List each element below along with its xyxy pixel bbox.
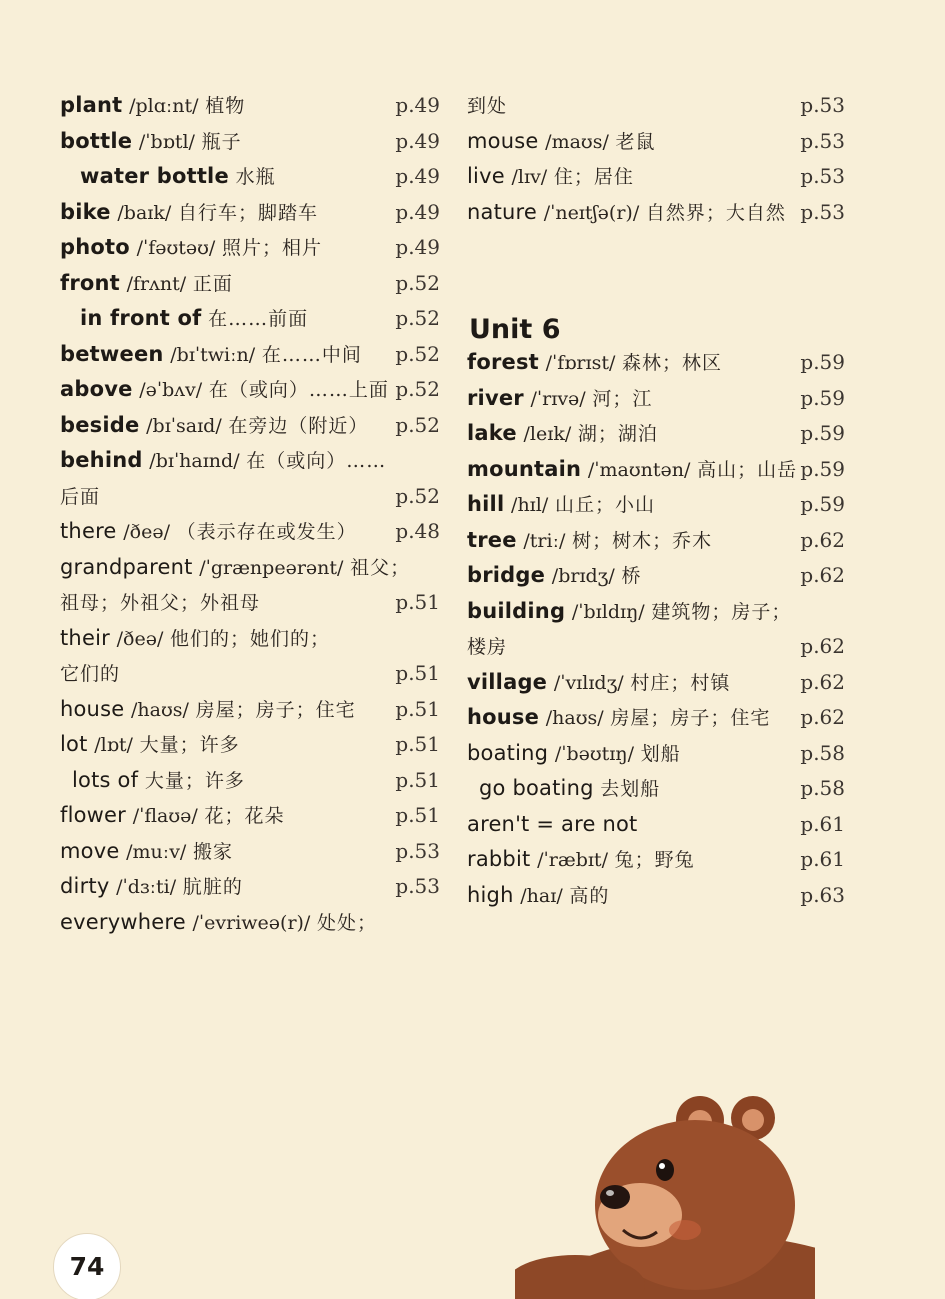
entry-meaning: 住；居住: [553, 166, 634, 188]
entry-word: dirty: [60, 874, 110, 898]
entry-pronunciation: /ˈvɪlɪdʒ/: [553, 671, 624, 694]
entry-meaning: 树；树木；乔木: [572, 529, 713, 552]
page-number: 74: [69, 1252, 105, 1281]
vocab-entry: [60, 905, 440, 941]
entry-text: [467, 159, 634, 196]
unit-heading: [467, 301, 845, 345]
entry-page-ref: p.51: [395, 696, 440, 721]
vocab-entry: [467, 452, 845, 488]
entry-pronunciation: /baɪk/: [117, 201, 172, 224]
entry-pronunciation: /bɪˈtwiːn/: [170, 343, 256, 366]
entry-pronunciation: /ˈrɪvə/: [530, 387, 586, 410]
vocab-entry: [467, 159, 845, 195]
entry-word: mountain: [467, 456, 582, 481]
vocab-entry: [467, 487, 845, 523]
entry-word: forest: [467, 350, 539, 374]
entry-meaning: 祖母；外祖父；外祖母: [60, 592, 261, 614]
vocab-entry: [60, 337, 440, 373]
entry-meaning: 房屋；房子；住宅: [195, 698, 356, 721]
entry-text: [60, 656, 120, 693]
vocab-entry: [60, 514, 440, 550]
entry-meaning: 在……中间: [261, 343, 362, 366]
entry-pronunciation: /ˈbəʊtɪŋ/: [554, 742, 635, 765]
entry-text: [467, 878, 609, 915]
entry-pronunciation: /brɪdʒ/: [551, 565, 615, 587]
entry-text: [467, 736, 681, 773]
entry-text: [60, 88, 245, 125]
vocab-entry: [467, 842, 845, 878]
entry-word: bottle: [60, 128, 133, 153]
entry-meaning: 大量；许多: [139, 734, 240, 756]
entry-pronunciation: /ˈgrænpeərənt/: [199, 556, 344, 579]
bear-eye: [656, 1159, 674, 1181]
entry-page-ref: p.53: [800, 128, 845, 153]
entry-page-ref: p.49: [395, 164, 440, 188]
entry-word: building: [467, 598, 566, 623]
vocab-entry: [467, 629, 845, 665]
vocab-entry: [60, 798, 440, 834]
entry-word: tree: [467, 527, 517, 552]
entry-text: [60, 230, 322, 267]
entry-text: [60, 905, 377, 942]
vocab-entry: [60, 88, 440, 124]
entry-page-ref: p.48: [395, 519, 440, 543]
entry-pronunciation: /muːv/: [126, 840, 187, 863]
entry-pronunciation: /bɪˈhaɪnd/: [149, 450, 240, 472]
entry-text: [467, 416, 658, 453]
entry-meaning: 正面: [192, 272, 233, 295]
entry-word: everywhere: [60, 909, 186, 934]
entry-text: [60, 372, 389, 409]
entry-pronunciation: /plɑːnt/: [129, 95, 199, 117]
entry-meaning: 房屋；房子；住宅: [610, 707, 771, 729]
entry-word: hill: [467, 492, 505, 516]
entry-word: above: [60, 377, 133, 401]
entry-word: flower: [60, 803, 127, 827]
entry-meaning: 自行车；脚踏车: [177, 201, 318, 224]
entry-page-ref: p.52: [395, 270, 440, 295]
entry-text: [467, 381, 652, 418]
bear-cheek: [669, 1220, 701, 1240]
vocab-entry: [60, 692, 440, 728]
entry-meaning: 处处；: [317, 911, 378, 934]
entry-page-ref: p.52: [395, 412, 440, 437]
entry-page-ref: p.62: [800, 527, 845, 552]
entry-word: move: [60, 838, 120, 863]
entry-pronunciation: /ˈevriweə(r)/: [192, 911, 311, 934]
entry-word: lot: [60, 732, 88, 756]
entry-page-ref: p.61: [800, 811, 845, 836]
entry-word: beside: [60, 412, 140, 437]
entry-text: [60, 869, 243, 906]
entry-page-ref: p.62: [800, 563, 845, 587]
entry-pronunciation: /ðeə/: [123, 521, 170, 543]
left-column: [60, 88, 440, 940]
vocab-entry: [467, 195, 845, 231]
entry-meaning: 照片；相片: [222, 237, 323, 259]
vocab-entry: [60, 124, 440, 160]
entry-word: lake: [467, 421, 517, 445]
entry-pronunciation: /frʌnt/: [126, 272, 187, 295]
entry-page-ref: p.53: [395, 874, 440, 898]
vocab-entry: [60, 834, 440, 870]
entry-page-ref: p.49: [395, 93, 440, 117]
entry-pronunciation: /ˈbɒtl/: [138, 130, 195, 153]
entry-text: [60, 337, 362, 374]
entry-text: [60, 585, 260, 622]
entry-meaning: 肮脏的: [182, 876, 243, 898]
entry-meaning: 在旁边（附近）: [228, 414, 369, 437]
vocab-entry: [60, 479, 440, 515]
entry-text: [467, 629, 507, 666]
entry-text: [60, 479, 100, 516]
entry-page-ref: p.51: [395, 590, 440, 614]
entry-word: their: [60, 625, 110, 650]
entry-pronunciation: /ˈneɪtʃə(r)/: [543, 201, 640, 224]
entry-pronunciation: /hɪl/: [511, 494, 549, 516]
entry-text: [467, 771, 660, 808]
entry-meaning: 自然界；大自然: [645, 201, 786, 224]
entry-pronunciation: /bɪˈsaɪd/: [146, 414, 222, 437]
section-gap: [467, 230, 845, 301]
entry-page-ref: p.52: [395, 483, 440, 508]
entry-pronunciation: /ðeə/: [116, 627, 164, 650]
entry-word: house: [467, 705, 540, 729]
entry-meaning: 桥: [621, 565, 642, 587]
entry-meaning: 楼房: [467, 636, 508, 658]
entry-meaning: 花；花朵: [204, 805, 285, 827]
entry-pronunciation: /leɪk/: [523, 423, 572, 445]
entry-word: go boating: [479, 776, 594, 800]
vocab-entry: [60, 550, 440, 586]
entry-pronunciation: /haɪ/: [520, 884, 563, 907]
entry-word: there: [60, 519, 117, 543]
entry-text: [467, 665, 730, 702]
entry-pronunciation: /maʊs/: [545, 130, 609, 153]
entry-pronunciation: /ˈræbɪt/: [537, 849, 608, 871]
entry-page-ref: p.51: [395, 661, 440, 685]
vocab-entry: [467, 345, 845, 381]
entry-text: [467, 558, 642, 595]
entry-text: [60, 266, 233, 303]
entry-meaning: 高的: [569, 884, 610, 907]
vocab-entry: [60, 656, 440, 692]
entry-page-ref: p.59: [800, 421, 845, 445]
entry-page-ref: p.51: [395, 732, 440, 756]
entry-meaning: （表示存在或发生）: [176, 521, 357, 543]
entry-meaning: 高山；山岳: [697, 458, 798, 481]
entry-text: [467, 88, 507, 125]
entry-text: [60, 550, 410, 587]
entry-page-ref: p.53: [800, 199, 845, 224]
entry-page-ref: p.58: [800, 740, 845, 765]
entry-word: in front of: [80, 306, 202, 330]
vocab-entry: [467, 594, 845, 630]
entry-meaning: 村庄；村镇: [630, 671, 731, 694]
entry-text: [60, 443, 386, 480]
entry-meaning: 瓶子: [201, 130, 242, 153]
vocab-entry: [60, 301, 440, 337]
bear-nose: [600, 1185, 630, 1209]
entry-text: [467, 807, 637, 843]
entry-meaning: 在（或向）……: [246, 450, 387, 472]
entry-word: between: [60, 341, 164, 366]
vocab-entry: [60, 869, 440, 905]
entry-word: boating: [467, 740, 549, 765]
entry-word: photo: [60, 235, 130, 259]
entry-word: mouse: [467, 128, 539, 153]
vocab-entry: [467, 807, 845, 843]
entry-meaning: 植物: [205, 95, 246, 117]
entry-word: nature: [467, 199, 538, 224]
vocab-entry: [467, 523, 845, 559]
vocab-entry: [467, 736, 845, 772]
entry-word: front: [60, 270, 120, 295]
entry-page-ref: p.59: [800, 456, 845, 481]
entry-pronunciation: /haʊs/: [545, 707, 604, 729]
entry-word: village: [467, 669, 548, 694]
entry-meaning: 到处: [467, 95, 508, 117]
entry-pronunciation: /əˈbʌv/: [139, 379, 203, 401]
entry-text: [467, 523, 712, 560]
vocab-entry: [467, 700, 845, 736]
vocab-entry: [60, 408, 440, 444]
vocab-entry: [467, 124, 845, 160]
entry-meaning: 山丘；小山: [554, 494, 655, 516]
vocab-entry: [467, 381, 845, 417]
entry-text: [60, 621, 330, 658]
entry-page-ref: p.53: [395, 838, 440, 863]
entry-word: house: [60, 696, 125, 721]
vocab-entry: [60, 727, 440, 763]
entry-page-ref: p.58: [800, 776, 845, 800]
entry-page-ref: p.62: [800, 634, 845, 658]
entry-text: [60, 195, 318, 232]
entry-meaning: 祖父；: [350, 556, 411, 579]
entry-text: [60, 692, 356, 729]
entry-page-ref: p.49: [395, 128, 440, 153]
entry-word: bridge: [467, 563, 546, 587]
entry-text: [60, 514, 357, 551]
entry-text: [60, 408, 368, 445]
vocab-entry: [467, 771, 845, 807]
vocab-entry: [467, 665, 845, 701]
entry-pronunciation: /ˈflaʊə/: [132, 805, 198, 827]
entry-meaning: 去划船: [600, 778, 661, 800]
entry-page-ref: p.59: [800, 385, 845, 410]
entry-text: [60, 124, 242, 161]
vocab-entry: [60, 443, 440, 479]
entry-pronunciation: /ˈbɪldɪŋ/: [571, 600, 645, 623]
entry-meaning: 湖；湖泊: [577, 423, 658, 445]
entry-meaning: 在（或向）……上面: [208, 379, 389, 401]
entry-meaning: 他们的；她们的；: [170, 627, 331, 650]
entry-meaning: 河；江: [592, 387, 653, 410]
entry-meaning: 搬家: [193, 840, 234, 863]
entry-text: [60, 763, 245, 800]
entry-page-ref: p.61: [800, 847, 845, 871]
entry-pronunciation: /lɒt/: [94, 734, 133, 756]
entry-text: [467, 594, 791, 631]
entry-meaning: 大量；许多: [144, 769, 245, 792]
entry-word: rabbit: [467, 847, 531, 871]
right-column: [467, 88, 845, 913]
entry-meaning: 兔；野兔: [614, 849, 695, 871]
entry-page-ref: p.49: [395, 235, 440, 259]
entry-page-ref: p.59: [800, 350, 845, 374]
entry-text: [467, 195, 786, 232]
entry-page-ref: p.53: [800, 93, 845, 117]
vocab-entry: [467, 878, 845, 914]
entry-page-ref: p.51: [395, 767, 440, 792]
entry-page-ref: p.59: [800, 492, 845, 516]
entry-pronunciation: /ˈfɒrɪst/: [545, 352, 616, 374]
entry-word: behind: [60, 448, 143, 472]
entry-text: [467, 124, 656, 161]
entry-word: water bottle: [80, 164, 229, 188]
vocab-entry: [467, 558, 845, 594]
entry-text: [467, 842, 695, 879]
entry-page-ref: p.63: [800, 882, 845, 907]
entry-text: [467, 452, 797, 489]
entry-page-ref: p.62: [800, 705, 845, 729]
vocab-entry: [60, 159, 440, 195]
vocab-entry: [60, 230, 440, 266]
unit-title: Unit 6: [469, 314, 561, 345]
entry-page-ref: p.53: [800, 164, 845, 188]
entry-pronunciation: /ˈfəʊtəʊ/: [136, 237, 216, 259]
entry-word: live: [467, 164, 505, 188]
vocab-entry: [60, 372, 440, 408]
entry-text: [467, 700, 770, 737]
entry-word: grandparent: [60, 554, 193, 579]
entry-word: lots of: [72, 767, 139, 792]
entry-word: high: [467, 882, 514, 907]
entry-pronunciation: /triː/: [523, 529, 566, 552]
entry-page-ref: p.51: [395, 803, 440, 827]
vocab-entry: [467, 88, 845, 124]
entry-page-ref: p.49: [395, 199, 440, 224]
vocab-entry: [60, 195, 440, 231]
entry-word: river: [467, 385, 524, 410]
entry-text: [60, 834, 233, 871]
vocab-entry: [60, 763, 440, 799]
entry-text: [467, 345, 722, 382]
entry-page-ref: p.52: [395, 341, 440, 366]
entry-meaning: 老鼠: [615, 130, 656, 153]
entry-meaning: 在……前面: [208, 308, 309, 330]
entry-pronunciation: /haʊs/: [131, 698, 189, 721]
entry-text: [60, 301, 308, 338]
entry-word: bike: [60, 199, 111, 224]
vocab-entry: [60, 585, 440, 621]
entry-meaning: 后面: [60, 485, 101, 508]
entry-meaning: 建筑物；房子；: [651, 600, 792, 623]
entry-text: [467, 487, 655, 524]
page-number-badge: [53, 1233, 121, 1299]
entry-page-ref: p.52: [395, 377, 440, 401]
entry-text: [60, 159, 276, 196]
entry-pronunciation: /lɪv/: [511, 166, 548, 188]
entry-meaning: 森林；林区: [622, 352, 723, 374]
entry-pronunciation: /ˈmaʊntən/: [587, 458, 691, 481]
entry-text: [60, 727, 240, 764]
vocab-entry: [60, 621, 440, 657]
entry-word: plant: [60, 93, 123, 117]
bear-illustration: [515, 1080, 815, 1299]
entry-meaning: 它们的: [60, 663, 121, 685]
entry-page-ref: p.52: [395, 306, 440, 330]
entry-meaning: 水瓶: [235, 166, 276, 188]
entry-text: [60, 798, 284, 835]
vocab-entry: [467, 416, 845, 452]
entry-pronunciation: /ˈdɜːti/: [116, 876, 177, 898]
vocab-entry: [60, 266, 440, 302]
entry-page-ref: p.62: [800, 669, 845, 694]
entry-word: aren't = are not: [467, 811, 638, 836]
entry-meaning: 划船: [640, 742, 681, 765]
